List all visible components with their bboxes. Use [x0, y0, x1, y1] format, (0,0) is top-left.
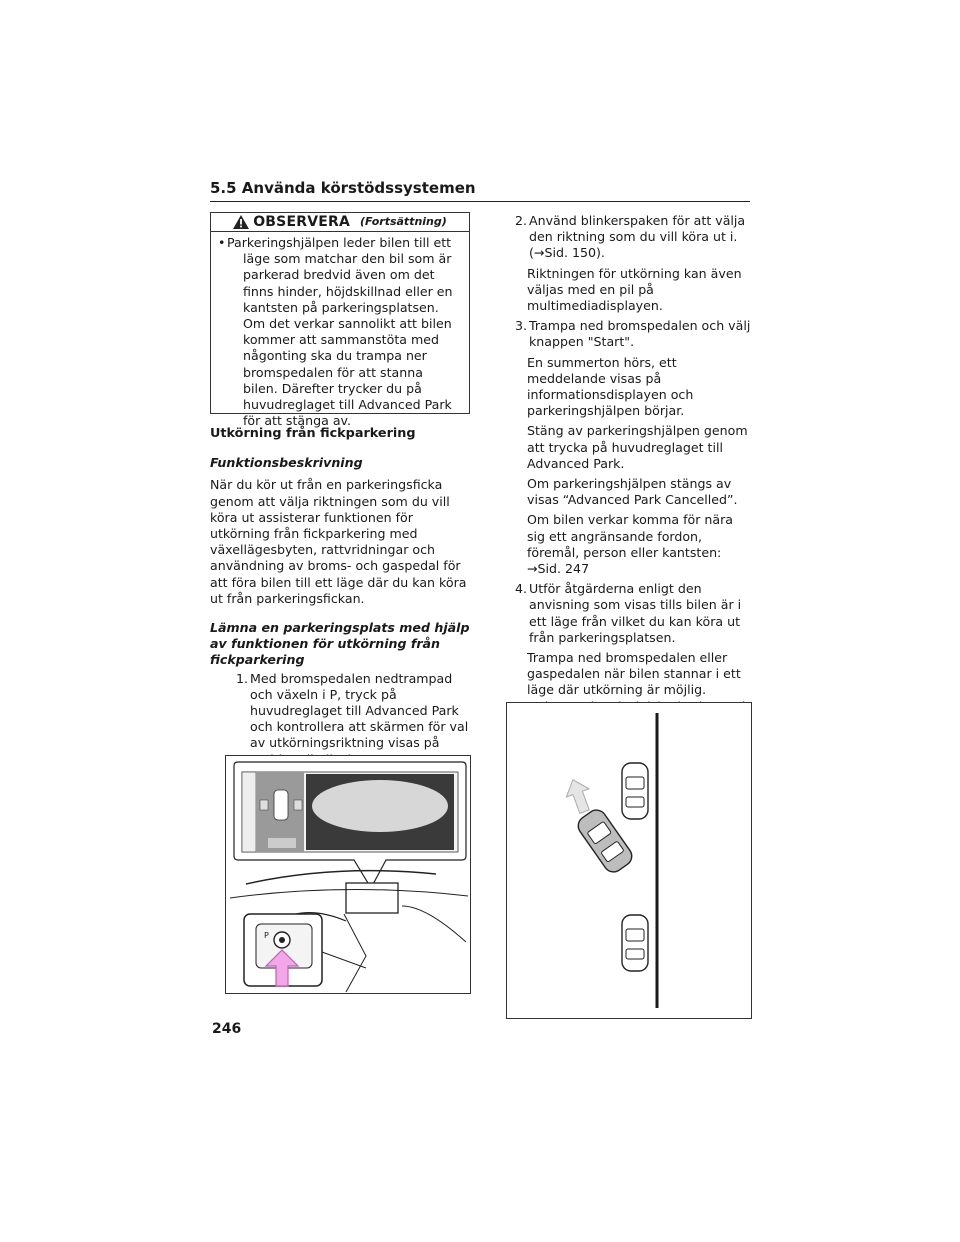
step-1-number: 1. — [235, 670, 248, 686]
step-1-text: Med bromspedalen nedtrampad och växeln i P, tryck på huvudreglaget till Advanced Park och kontrollera att skärmen för val av utkörningsriktning visas på — [250, 670, 469, 751]
bullet-dot: • — [218, 235, 226, 250]
step-4 — [509, 581, 752, 646]
step-3-note-4: Om bilen verkar komma för nära sig ett angränsande fordon, föremål, person eller kantsten: →Sid. 247 — [527, 512, 733, 577]
step-2-text: Använd blinkerspaken för att välja den riktning som du vill köra ut i. (→Sid. 150). — [529, 213, 746, 261]
step-3-note-3: Om parkeringshjälpen stängs av visas “Advanced Park Cancelled”. — [527, 476, 738, 508]
function-title: Funktionsbeskrivning — [210, 455, 363, 471]
howto-title: Lämna en parkeringsplats med hjälp av funktionen för utkörning från fickparkering — [210, 620, 470, 668]
page-number: 246 — [212, 1021, 242, 1037]
parked-car-bottom-icon — [622, 915, 648, 971]
function-description: När du kör ut från en parkeringsficka genom att välja riktningen som du vill köra ut assisterar funktionen för utkörning från fickparkering med växellägesbyten, rattvridningar och användning av broms- och gaspedal för att föra bilen till ett läge där du kan köra ut från parkeringsfickan. — [210, 477, 467, 606]
step-3-note-1: En summerton hörs, ett meddelande visas på informationsdisplayen och parkeringshjälpen börjar. — [527, 354, 694, 419]
right-column — [509, 211, 752, 747]
notice-title: OBSERVERA — [253, 213, 351, 230]
left-column — [210, 212, 470, 768]
parking-exit-illustration — [506, 702, 752, 1019]
step-4-note: Trampa ned bromspedalen eller gaspedalen när bilen stannar i ett läge där utkörning är möjlig. — [527, 650, 741, 698]
section-title: 5.5 Använda körstödssystemen — [210, 179, 476, 197]
section-header — [210, 178, 750, 202]
warning-icon — [233, 215, 249, 229]
step-4-number: 4. — [514, 581, 527, 597]
step-2 — [509, 213, 752, 262]
notice-header — [211, 213, 469, 232]
step-3-note-2: Stäng av parkeringshjälpen genom att trycka på huvudreglaget till Advanced Park. — [527, 423, 748, 471]
notice-body — [211, 232, 469, 429]
step-4-text: Utför åtgärderna enligt den anvisning som visas tills bilen är i ett läge från vilket du kan köra ut från parkeringsplatsen. — [529, 581, 742, 645]
step-3-number: 3. — [514, 318, 527, 334]
svg-text:P: P — [264, 931, 269, 940]
notice-box — [210, 212, 470, 429]
parked-car-top-icon — [622, 763, 648, 819]
subsection-title: Utkörning från fickparkering — [210, 426, 416, 441]
step-3 — [509, 318, 752, 350]
step-1 — [230, 671, 470, 768]
notice-subtitle: (Fortsättning) — [360, 214, 447, 228]
dashboard-illustration — [225, 755, 471, 994]
step-3-text: Trampa ned bromspedalen och välj knappen "Start". — [529, 318, 751, 350]
step-2-number: 2. — [514, 213, 527, 228]
notice-bullet-text: Parkeringshjälpen leder bilen till ett läge som matchar den bil som är parkerad bredvid även om det finns hinder, höjdskillnad eller en kantsten på parkeringsplatsen. Om det verkar sannolikt att bilen kommer att sammanstöta med någonting ska du trampa ner bromspedalen för att stanna bilen. Därefter trycker du på huvudreglaget till Advanced Park för att stänga av. — [227, 235, 453, 429]
direction-arrow-icon — [562, 776, 596, 816]
step-2-note: Riktningen för utkörning kan även väljas med en pil på multimediadisplayen. — [527, 265, 742, 314]
